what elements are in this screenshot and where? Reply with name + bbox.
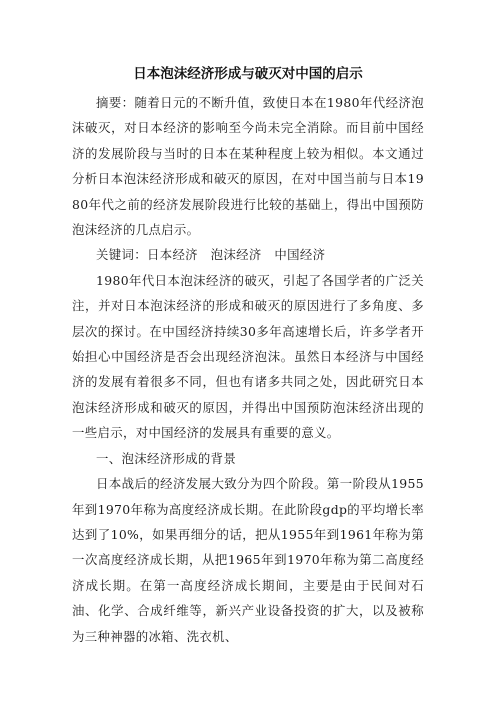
section-heading: 一、泡沫经济形成的背景 bbox=[96, 450, 237, 466]
section-paragraph: 日本战后的经济发展大致分为四个阶段。第一阶段从1955年到1970年称为高度经济成长期。在此阶段gdp的平均增长率达到了10%，如果再细分的话，把从1955年到1961年称为第一次高度经济成长期，从把1965年到1970年称为第二高度经济成长期。在第一高度经济成长期间，主要是由于民间对石油、化学、合成纤维等，新兴产业设备投资的扩大，以及被称为三种神器的冰箱、洗衣机、 bbox=[72, 476, 424, 644]
abstract-paragraph: 摘要：随着日元的不断升值，致使日本在1980年代经济泡沫破灭，对日本经济的影响至今尚未完全消除。而目前中国经济的发展阶段与当时的日本在某种程度上较为相似。本文通过分析日本泡沫经济形成和破灭的原因，在对中国当前与日本1980年代之前的经济发展阶段进行比较的基础上，得出中国预防泡沫经济的几点启示。 bbox=[72, 95, 424, 238]
document-body bbox=[72, 90, 424, 649]
document-title: 日本泡沫经济形成与破灭对中国的启示 bbox=[133, 66, 363, 82]
keywords-paragraph: 关键词：日本经济 泡沫经济 中国经济 bbox=[96, 247, 326, 263]
intro-paragraph: 1980年代日本泡沫经济的破灭，引起了各国学者的广泛关注，并对日本泡沫经济的形成和破灭的原因进行了多角度、多层次的探讨。在中国经济持续30多年高速增长后，许多学者开始担心中国经济是否会出现经济泡沫。虽然日本经济与中国经济的发展有着很多不同，但也有诸多共同之处，因此研究日本泡沫经济形成和破灭的原因，并得出中国预防泡沫经济出现的一些启示，对中国经济的发展具有重要的意义。 bbox=[72, 272, 424, 441]
